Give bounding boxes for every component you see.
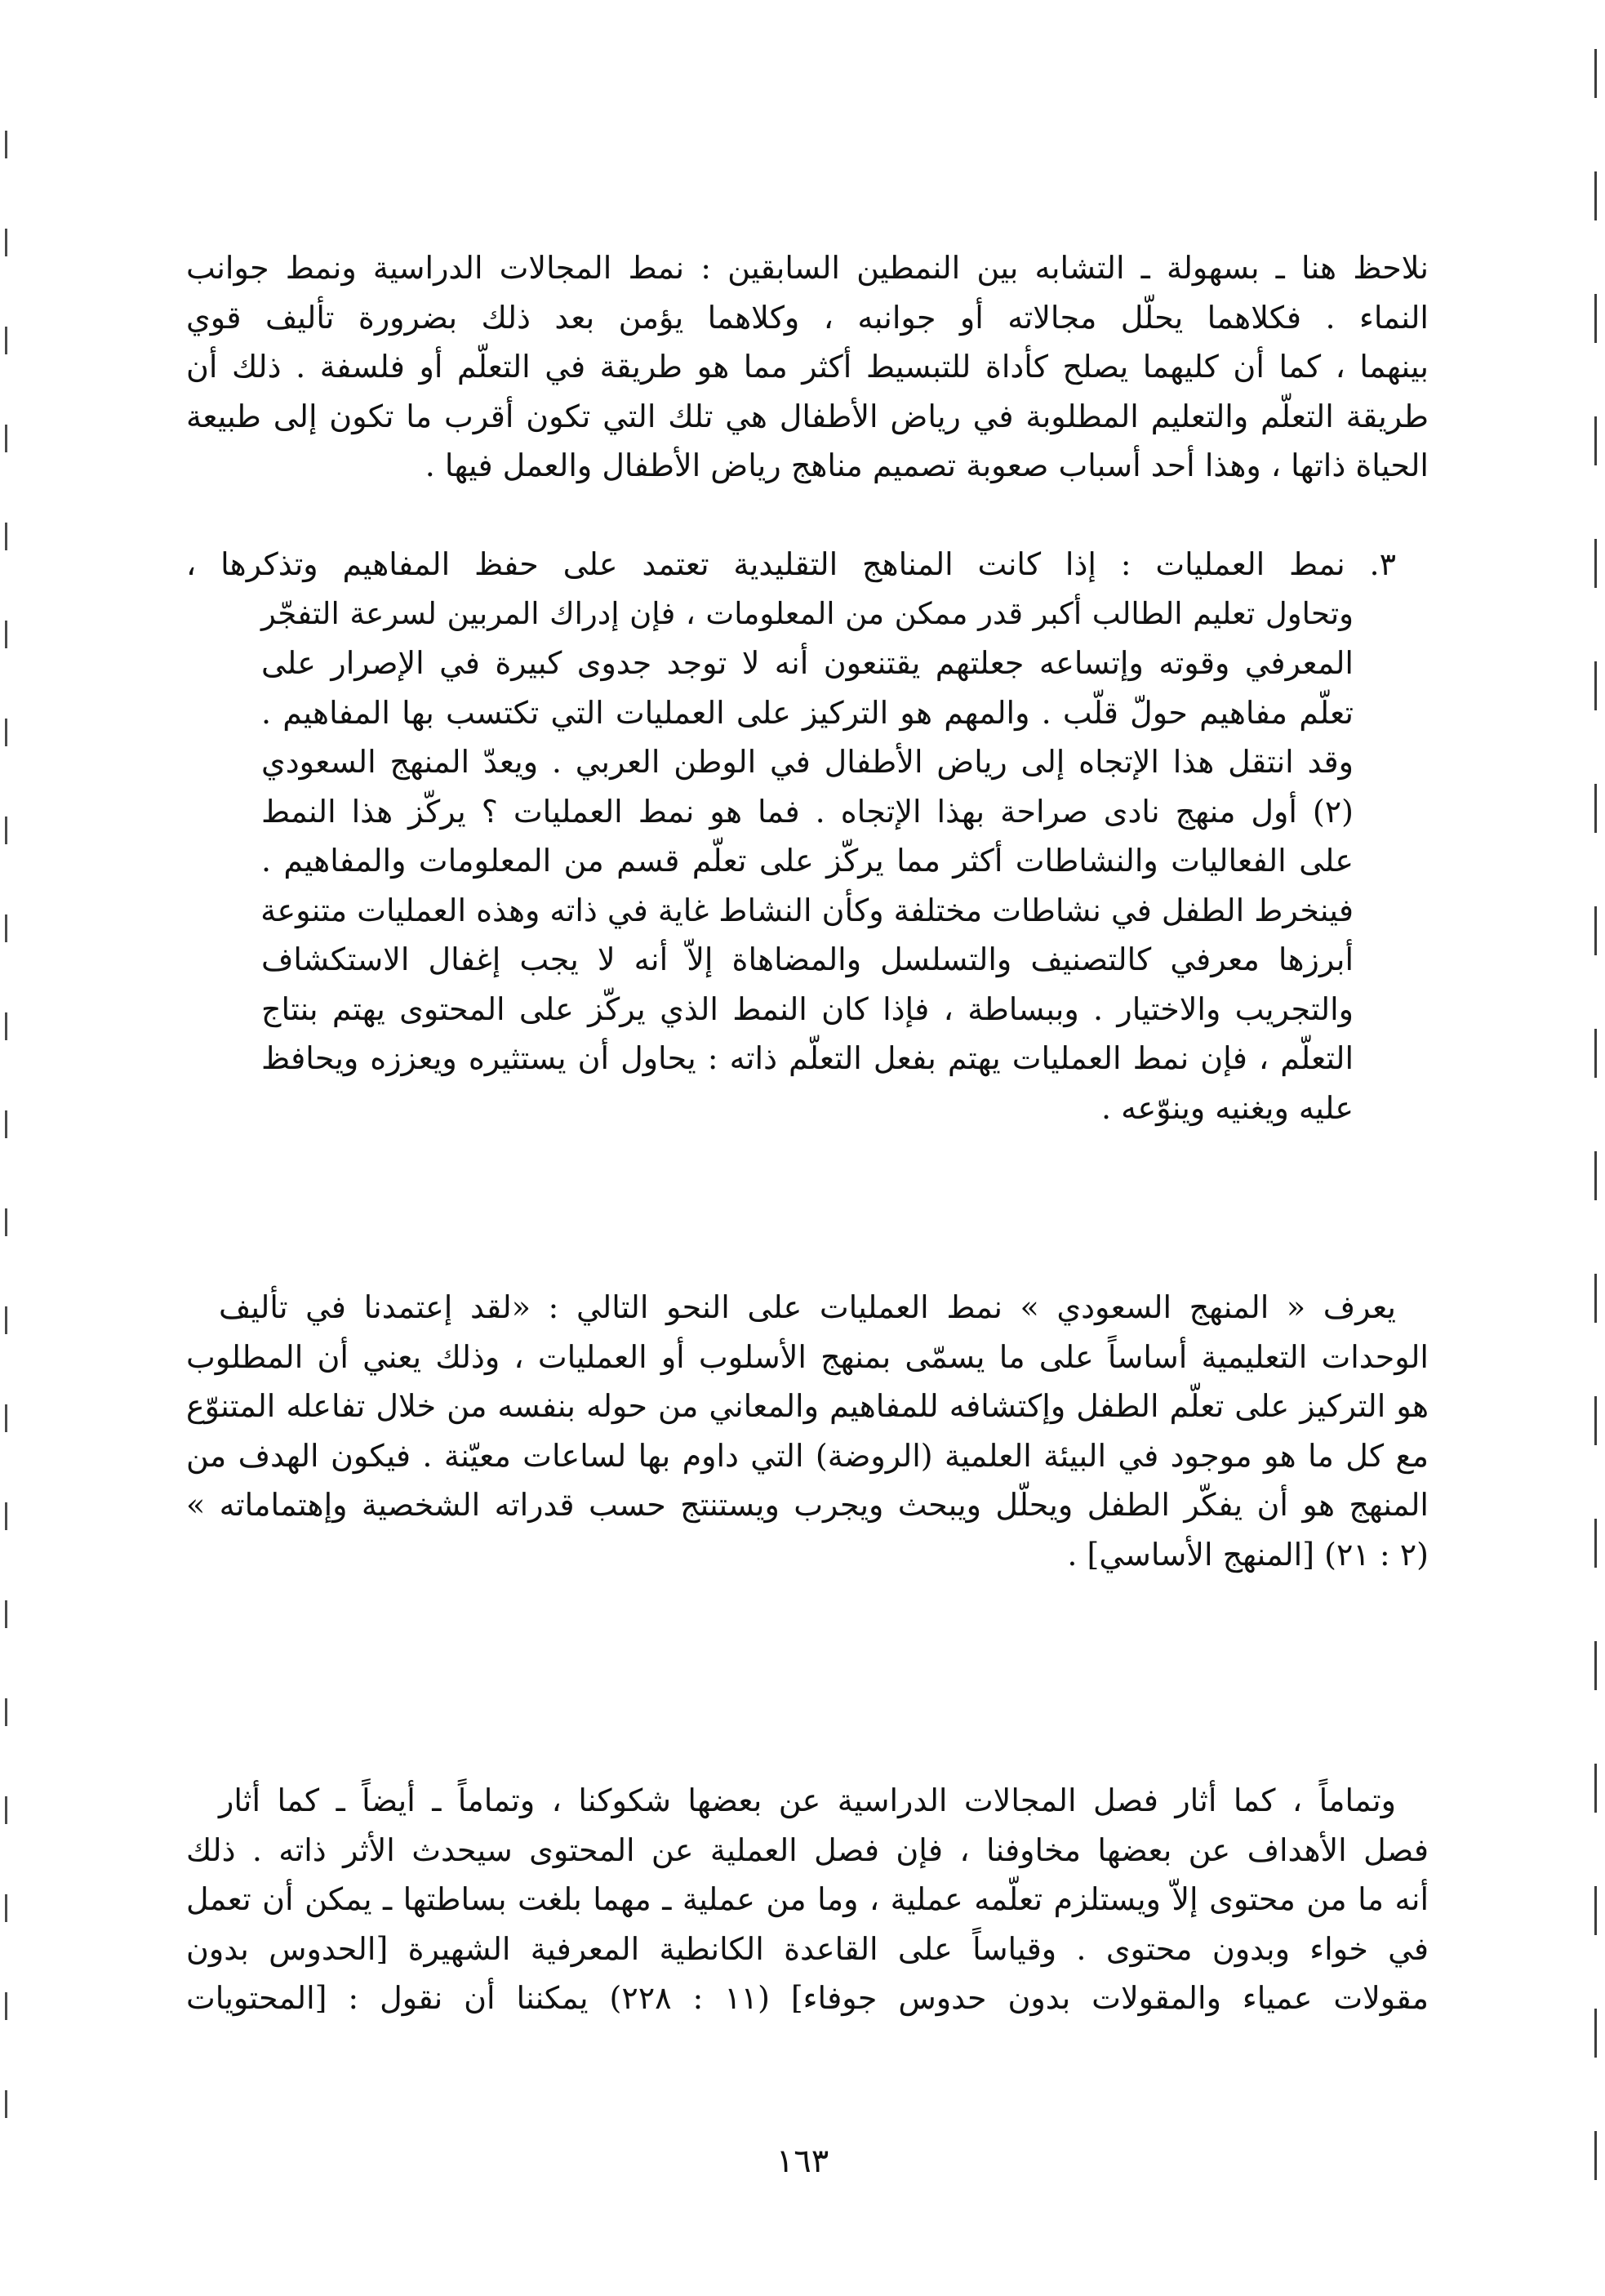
text-line: مقولات عمياء والمقولات بدون حدوس جوفاء] (١١ : ٢٢٨) يمكننا أن نقول : [المحتويات (186, 1980, 1429, 2016)
text-line: المنهج هو أن يفكّر الطفل ويحلّل ويبحث ويجرب ويستنتج حسب قدراته الشخصية وإهتماماته » (186, 1487, 1429, 1523)
text-line: بينهما ، كما أن كليهما يصلح كأداة للتبسيط أكثر مما هو طريقة في التعلّم أو فلسفة . ذلك أن (186, 349, 1429, 385)
page-number: ١٦٣ (776, 2142, 829, 2180)
text-line: عليه ويغنيه وينوّعه . (1100, 1089, 1354, 1126)
text-line: في خواء وبدون محتوى . وقياساً على القاعدة الكانطية المعرفية الشهيرة [الحدوس بدون (186, 1930, 1429, 1967)
paragraph-saudi-curriculum-definition (186, 1283, 1429, 1579)
paragraph-processes-pattern (186, 540, 1429, 1132)
paragraph-patterns-comparison (186, 243, 1429, 491)
text-line: فينخرط الطفل في نشاطات مختلفة وكأن النشاط غاية في ذاته وهذه العمليات متنوعة (260, 892, 1354, 928)
text-line: نلاحظ هنا ـ بسهولة ـ التشابه بين النمطين السابقين : نمط المجالات الدراسية ونمط جوانب (186, 250, 1429, 286)
text-line: مع كل ما هو موجود في البيئة العلمية (الروضة) التي داوم بها لساعات معيّنة . فيكون الهدف من (186, 1437, 1429, 1474)
text-line: على الفعاليات والنشاطات أكثر مما يركّز على تعلّم قسم من المعلومات والمفاهيم . (261, 843, 1354, 879)
text-line: تعلّم مفاهيم حولّ قلّب . والمهم هو التركيز على العمليات التي تكتسب بها المفاهيم . (261, 694, 1354, 731)
scan-left-edge-artifact (5, 131, 7, 2188)
text-line: المعرفي وقوته وإتساعه جعلتهم يقتنعون أنه لا توجد جدوى كبيرة في الإصرار على (261, 645, 1354, 681)
text-line: أنه ما من محتوى إلاّ ويستلزم تعلّمه عملية ، وما من عملية ـ مهما بلغت بساطتها ـ يمكن أن تعمل (186, 1881, 1429, 1917)
text-line: الحياة ذاتها ، وهذا أحد أسباب صعوبة تصميم مناهج رياض الأطفال والعمل فيها . (425, 447, 1429, 483)
text-line: النماء . فكلاهما يحلّل مجالاته أو جوانبه ، وكلاهما يؤمن بعد ذلك بضرورة تأليف قوي (186, 299, 1429, 336)
paragraph-process-content-separation (186, 1776, 1429, 2023)
text-line: هو التركيز على تعلّم الطفل وإكتشافه للمفاهيم والمعاني من حوله بنفسه من خلال تفاعله المتنوّع (186, 1388, 1429, 1424)
text-line: وتحاول تعليم الطالب أكبر قدر ممكن من المعلومات ، فإن إدراك المربين لسرعة التفجّر (261, 595, 1354, 631)
text-line: أبرزها معرفي كالتصنيف والتسلسل والمضاهاة إلاّ أنه لا يجب إغفال الاستكشاف (261, 941, 1354, 977)
text-line: الوحدات التعليمية أساساً على ما يسمّى بمنهج الأسلوب أو العمليات ، وذلك يعني أن المطلوب (186, 1338, 1429, 1375)
text-line: طريقة التعلّم والتعليم المطلوبة في رياض الأطفال هي تلك التي تكون أقرب ما تكون إلى طبيعة (186, 398, 1429, 434)
text-line: وتماماً ، كما أثار فصل المجالات الدراسية عن بعضها شكوكنا ، وتماماً ـ أيضاً ـ كما أثار (219, 1782, 1396, 1818)
text-line: والتجريب والاختيار . وببساطة ، فإذا كان النمط الذي يركّز على المحتوى يهتم بنتاج (261, 990, 1354, 1027)
text-line: فصل الأهداف عن بعضها مخاوفنا ، فإن فصل العملية عن المحتوى سيحدث الأثر ذاته . ذلك (186, 1831, 1429, 1868)
text-line: (٢) أول منهج نادى صراحة بهذا الإتجاه . فما هو نمط العمليات ؟ يركّز هذا النمط (261, 793, 1354, 830)
text-line: وقد انتقل هذا الإتجاه إلى رياض الأطفال في الوطن العربي . ويعدّ المنهج السعودي (261, 744, 1354, 780)
text-line-numbered-item: ٣. نمط العمليات : إذا كانت المناهج التقليدية تعتمد على حفظ المفاهيم وتذكرها ، (186, 546, 1396, 582)
text-line: يعرف « المنهج السعودي » نمط العمليات على النحو التالي : «لقد إعتمدنا في تأليف (219, 1289, 1396, 1325)
scan-right-edge-artifact (1594, 49, 1597, 2254)
text-line: التعلّم ، فإن نمط العمليات يهتم بفعل التعلّم ذاته : يحاول أن يستثيره ويعززه ويحافظ (261, 1040, 1354, 1076)
text-line-citation: (٢ : ٢١) [المنهج الأساسي] . (1067, 1536, 1429, 1573)
